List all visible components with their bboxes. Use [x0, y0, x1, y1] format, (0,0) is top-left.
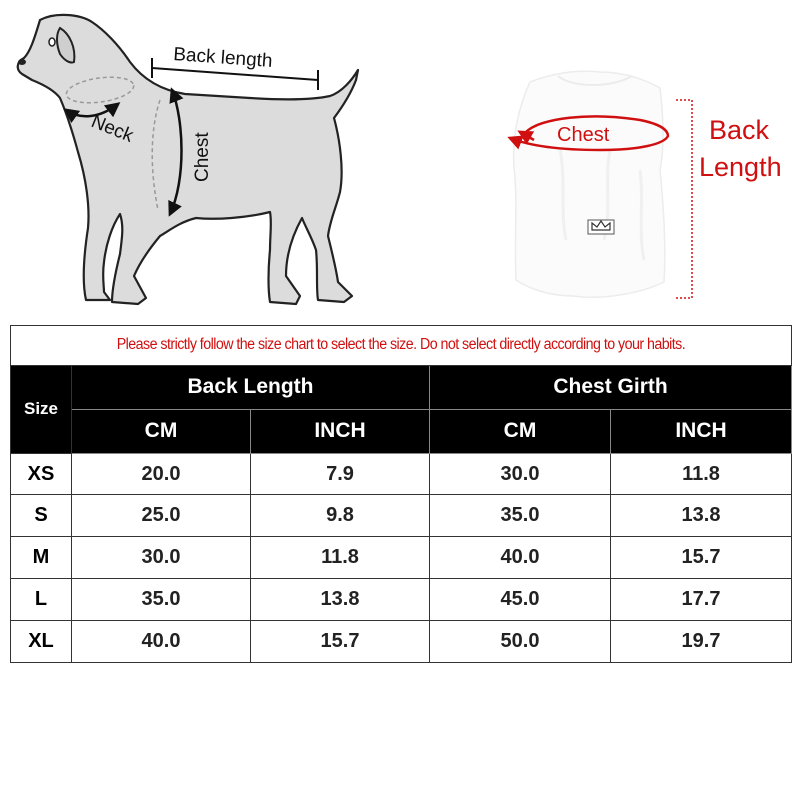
unit-header-back-cm: CM [72, 409, 251, 453]
chest-inch-cell: 19.7 [611, 621, 792, 663]
chest-inch-cell: 15.7 [611, 537, 792, 579]
back-cm-cell: 35.0 [72, 579, 251, 621]
table-row [11, 453, 792, 495]
back-length-header: Back Length [72, 365, 430, 409]
back-cm-cell: 25.0 [72, 495, 251, 537]
measurement-diagram [0, 0, 800, 325]
size-cell: L [11, 579, 72, 621]
size-column-header: Size [11, 365, 72, 453]
garment-chest-label: Chest [557, 124, 610, 146]
unit-header-chest-cm: CM [430, 409, 611, 453]
garment-back-label: Back [709, 115, 770, 145]
chest-inch-cell: 17.7 [611, 579, 792, 621]
chest-cm-cell: 35.0 [430, 495, 611, 537]
size-cell: M [11, 537, 72, 579]
table-row [11, 495, 792, 537]
garment-length-label: Length [699, 152, 782, 182]
size-chart-table [10, 325, 792, 663]
chest-cm-cell: 40.0 [430, 537, 611, 579]
table-row [11, 537, 792, 579]
neck-label: Neck [88, 111, 137, 147]
back-length-bar [152, 68, 318, 80]
size-notice: Please strictly follow the size chart to select the size. Do not select directly according to your habits. [11, 326, 792, 366]
size-cell: S [11, 495, 72, 537]
back-inch-cell: 7.9 [251, 453, 430, 495]
size-cell: XL [11, 621, 72, 663]
chest-cm-cell: 50.0 [430, 621, 611, 663]
chest-cm-cell: 45.0 [430, 579, 611, 621]
table-row [11, 621, 792, 663]
back-cm-cell: 20.0 [72, 453, 251, 495]
back-inch-cell: 13.8 [251, 579, 430, 621]
back-cm-cell: 30.0 [72, 537, 251, 579]
back-length-label: Back length [172, 44, 274, 72]
sweater-icon [514, 71, 665, 297]
back-cm-cell: 40.0 [72, 621, 251, 663]
table-row [11, 579, 792, 621]
unit-header-back-inch: INCH [251, 409, 430, 453]
chest-inch-cell: 11.8 [611, 453, 792, 495]
chest-inch-cell: 13.8 [611, 495, 792, 537]
unit-header-chest-inch: INCH [611, 409, 792, 453]
chest-cm-cell: 30.0 [430, 453, 611, 495]
back-inch-cell: 15.7 [251, 621, 430, 663]
back-inch-cell: 11.8 [251, 537, 430, 579]
size-cell: XS [11, 453, 72, 495]
chest-label: Chest [192, 132, 213, 182]
back-inch-cell: 9.8 [251, 495, 430, 537]
chest-girth-header: Chest Girth [430, 365, 792, 409]
